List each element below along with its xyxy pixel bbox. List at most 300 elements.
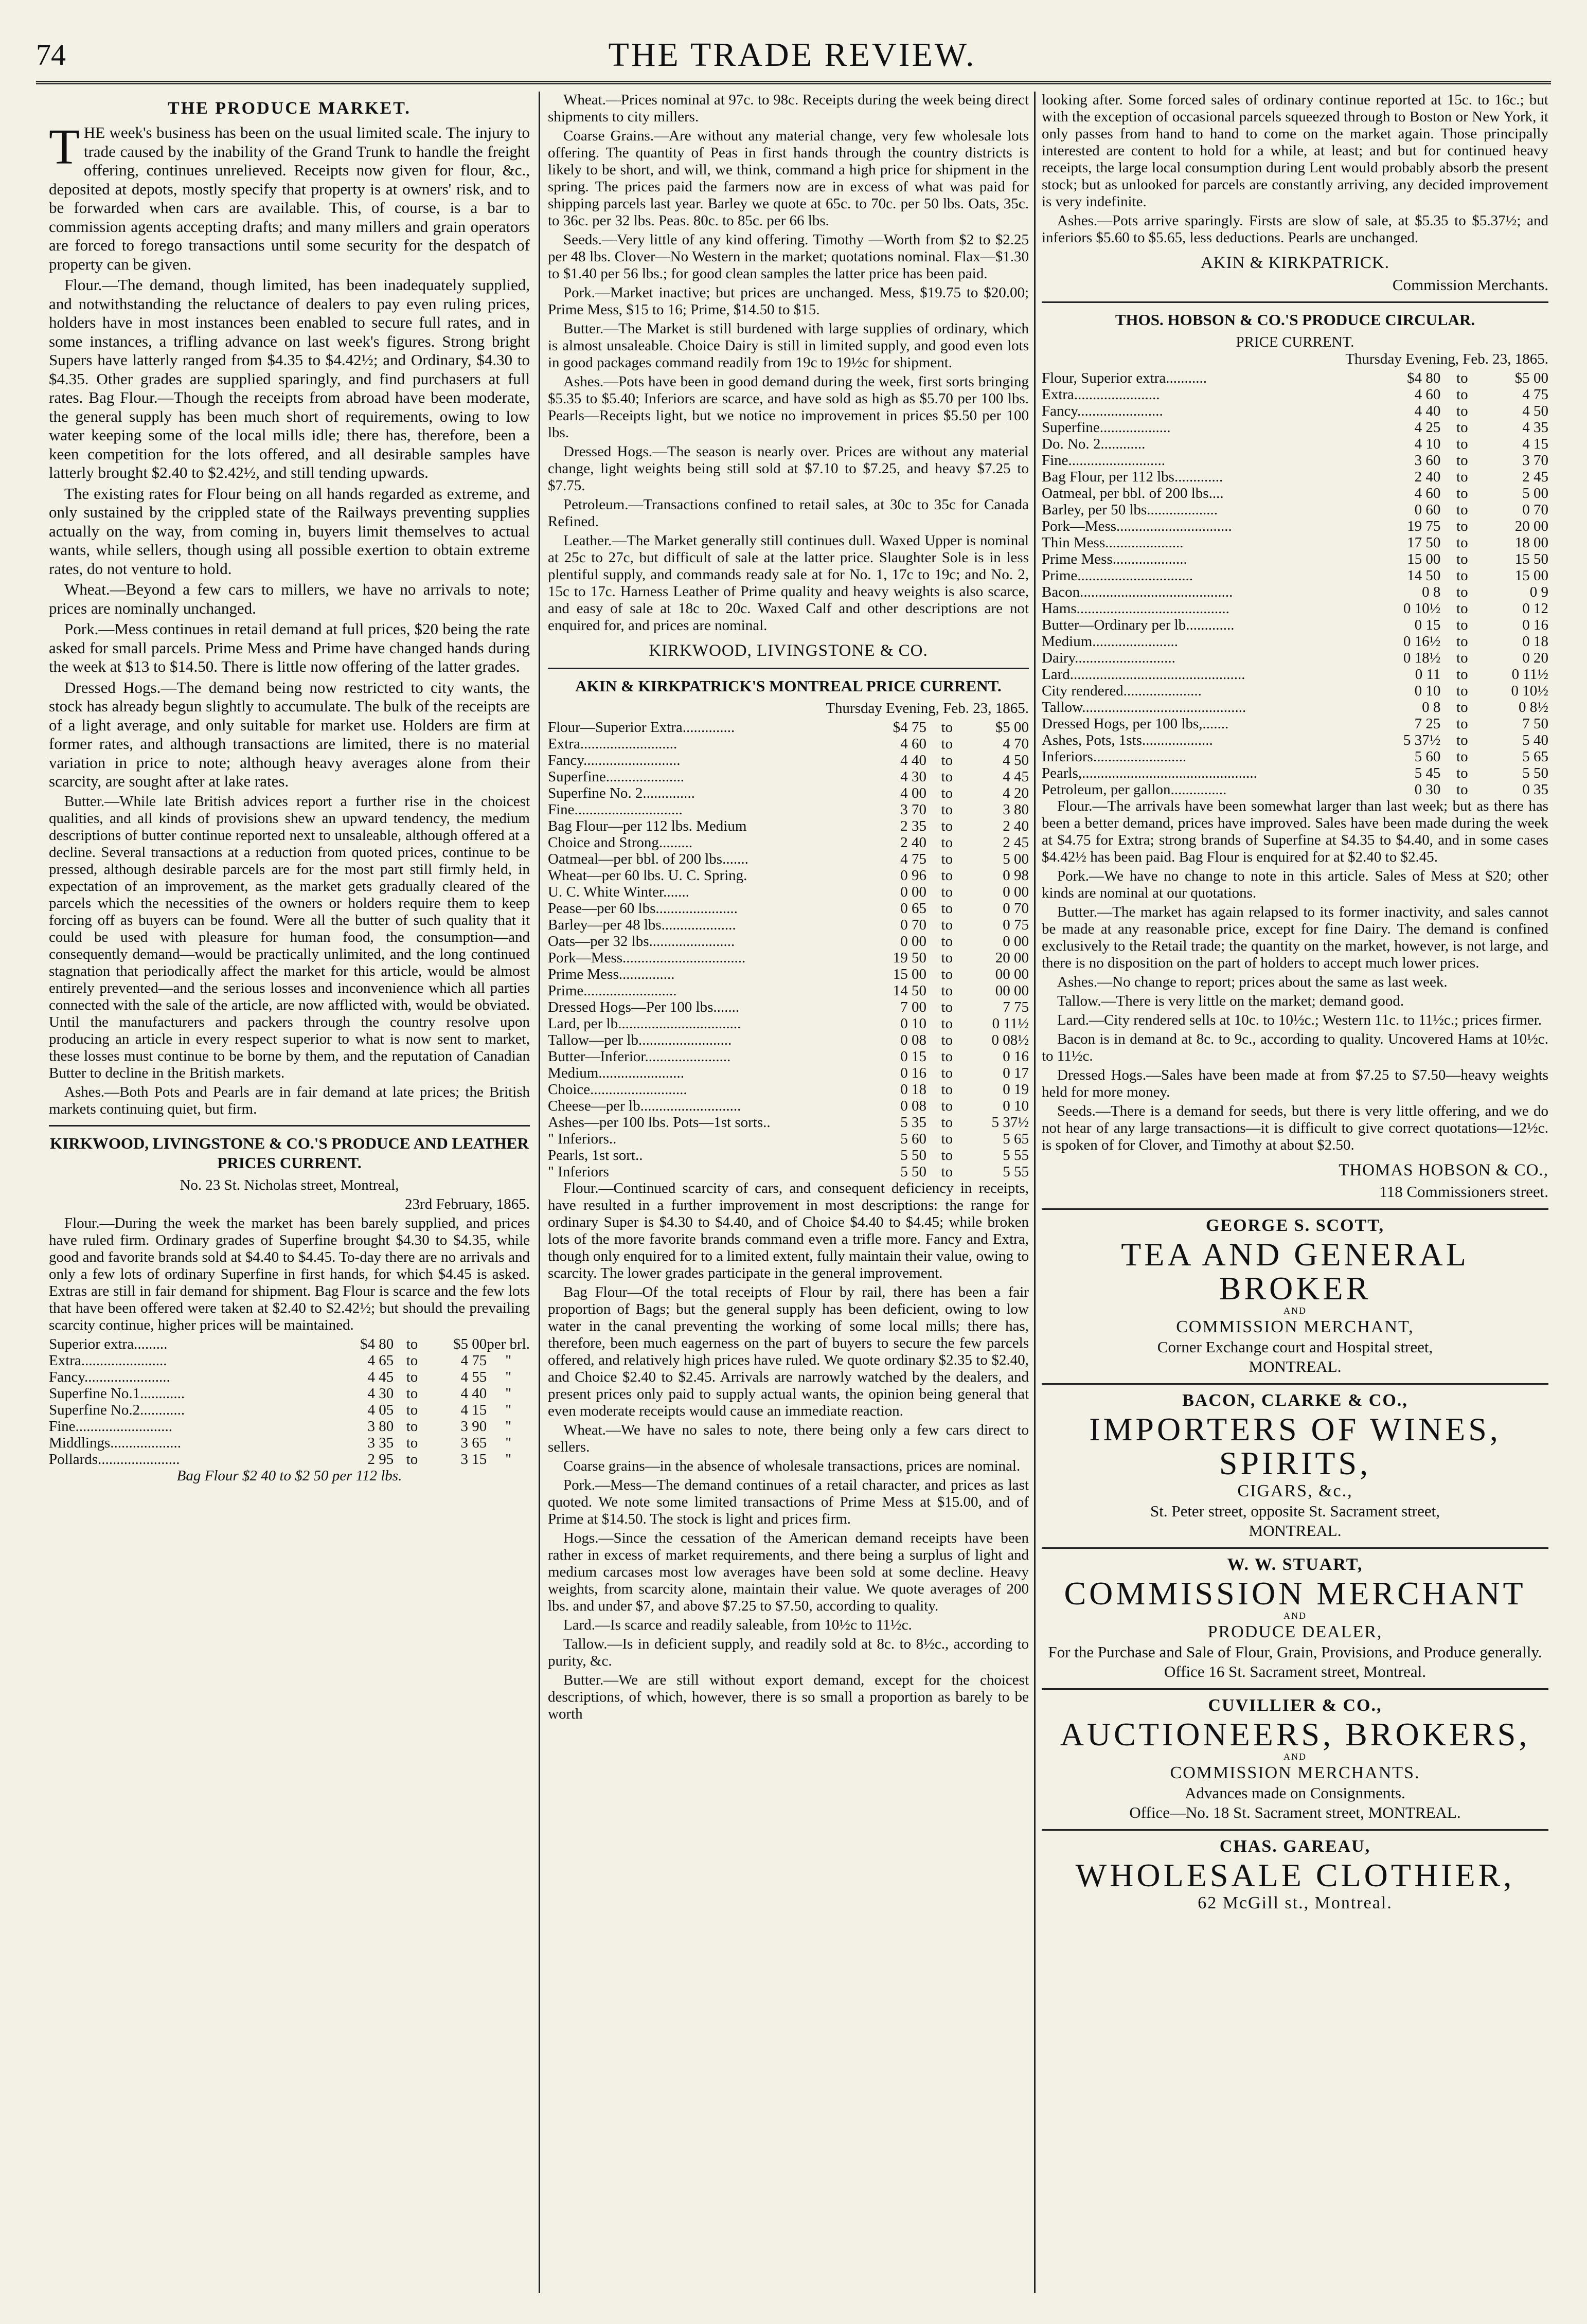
price-high: 0 11½: [1511, 666, 1548, 683]
column-3: [1042, 92, 1548, 2293]
coarse-grains-paragraph-2: Coarse grains—in the absence of wholesale transactions, prices are nominal.: [563, 1457, 1021, 1474]
price-low: 5 60: [900, 1130, 927, 1147]
price-low: 7 00: [900, 998, 927, 1015]
price-label: Prime.........................: [548, 982, 677, 999]
price-high: 5 37½: [991, 1114, 1029, 1131]
price-low: 5 37½: [1403, 731, 1441, 748]
price-high: 2 45: [1522, 468, 1548, 485]
price-row: [1042, 765, 1548, 781]
price-low: 0 8: [1422, 583, 1441, 600]
price-label: Fine..........................: [49, 1418, 173, 1435]
price-label: " Inferiors..: [548, 1130, 617, 1147]
price-row: [548, 818, 1029, 834]
price-label: Lard, per lb.................................: [548, 1015, 741, 1032]
hobson-date: Thursday Evening, Feb. 23, 1865.: [1345, 350, 1548, 367]
flour-paragraph: Flour.—The arrivals have been somewhat larger than last week; but as there has been a better demand, prices have improved. Sales have been made during the week at $4.75 for Extra; strong brands of Superfine at $4.35 to $4.40, and in some cases $4.42½ has been paid. Bag Flour is enquired for at $2.40 to $2.45.: [1042, 797, 1548, 865]
price-row: [548, 966, 1029, 982]
price-low: 0 18½: [1403, 649, 1441, 666]
price-row: [1042, 419, 1548, 436]
price-high: 15 00: [1514, 567, 1548, 584]
ad-rule: [1042, 1688, 1548, 1690]
price-label: Wheat—per 60 lbs. U. C. Spring.: [548, 867, 747, 884]
price-high: 0 18: [1522, 633, 1548, 650]
ad-headline: WHOLESALE CLOTHIER,: [1075, 1857, 1515, 1893]
price-label: Bacon.........................................: [1042, 583, 1233, 600]
price-high: 5 00: [1522, 485, 1548, 502]
hogs-paragraph-2: Hogs.—Since the cessation of the American demand receipts have been rather in excess of market requirements, and there being a surplus of light and medium carcases most low averages have been sold at some decline. Heavy weights, from scarcity alone, maintain their value. We quote averages of 200 lbs. and under $7, and above $7.25 to $7.50, according to quality.: [548, 1529, 1029, 1614]
column-2: [548, 92, 1029, 2293]
price-unit: ": [505, 1385, 512, 1402]
price-to: to: [1456, 666, 1468, 683]
pork-paragraph: Pork.—Market inactive; but prices are unchanged. Mess, $19.75 to $20.00; Prime Mess, $15 to 16; Prime, $14.50 to $15.: [548, 284, 1029, 318]
ad-line: Advances made on Consignments.: [1185, 1784, 1405, 1802]
price-unit: ": [505, 1368, 512, 1385]
price-low: 0 00: [900, 883, 927, 900]
price-row: [1042, 748, 1548, 765]
price-to: to: [406, 1401, 418, 1418]
price-to: to: [406, 1335, 418, 1352]
ad-line: PRODUCE DEALER,: [1207, 1622, 1383, 1641]
price-to: to: [1456, 649, 1468, 666]
hogs-paragraph: Dressed Hogs.—Sales have been made at from $7.25 to $7.50—heavy weights held for more money.: [1042, 1066, 1548, 1100]
price-unit: ": [505, 1434, 512, 1451]
price-low: 4 00: [900, 784, 927, 801]
price-label: Do. No. 2............: [1042, 435, 1146, 452]
column-divider: [539, 92, 540, 2293]
price-low: 0 15: [900, 1048, 927, 1065]
column-1: [49, 92, 530, 2293]
ad-firm-name: W. W. STUART,: [1227, 1555, 1363, 1574]
price-row: [548, 1114, 1029, 1131]
price-label: Prime Mess...............: [548, 966, 675, 982]
price-label: Flour—Superior Extra..............: [548, 719, 735, 736]
price-row: [1042, 633, 1548, 650]
kirkwood-date: 23rd February, 1865.: [405, 1195, 530, 1212]
price-high: 7 50: [1522, 715, 1548, 732]
price-row: [1042, 567, 1548, 584]
price-row: [548, 752, 1029, 768]
price-low: $4 80: [1407, 369, 1441, 386]
butter-paragraph-2: Butter.—We are still without export demand, except for the choicest descriptions, of which, however, there is so small a proportion as barely to be worth: [548, 1671, 1029, 1722]
price-label: Dairy...........................: [1042, 649, 1175, 666]
price-row: [548, 867, 1029, 884]
price-low: 0 18: [900, 1081, 927, 1098]
price-low: 5 50: [900, 1147, 927, 1164]
ashes-paragraph: Ashes.—Both Pots and Pearls are in fair demand at late prices; the British markets continuing quiet, but firm.: [49, 1083, 530, 1117]
price-label: Pease—per 60 lbs......................: [548, 900, 738, 917]
price-to: to: [1456, 485, 1468, 502]
price-high: 4 50: [1522, 402, 1548, 419]
price-row: [1042, 386, 1548, 403]
price-label: Inferiors.........................: [1042, 748, 1187, 765]
price-to: to: [1456, 600, 1468, 617]
price-row: [1042, 683, 1548, 699]
price-to: to: [941, 1048, 953, 1065]
price-low: 0 65: [900, 900, 927, 917]
price-to: to: [941, 966, 953, 982]
ad-line: COMMISSION MERCHANT,: [1176, 1317, 1414, 1336]
wheat-paragraph: Wheat.—Beyond a few cars to millers, we have no arrivals to note; prices are nominally unchanged.: [49, 580, 530, 617]
price-low: 0 10: [1414, 682, 1441, 699]
price-row: [49, 1336, 530, 1352]
price-to: to: [1456, 748, 1468, 765]
ad-line: MONTREAL.: [1249, 1357, 1342, 1375]
price-to: to: [406, 1418, 418, 1435]
price-to: to: [1456, 567, 1468, 584]
price-high: 5 55: [1003, 1163, 1029, 1180]
price-row: [1042, 469, 1548, 485]
price-high: 0 70: [1003, 900, 1029, 917]
akin-heading: AKIN & KIRKPATRICK'S MONTREAL PRICE CURRENT.: [575, 676, 1002, 695]
price-row: [548, 1164, 1029, 1180]
ashes-paragraph: Ashes.—Pots arrive sparingly. Firsts are slow of sale, at $5.35 to $5.37½; and inferiors $5.60 to $5.65, less deductions. Pearls are unchanged.: [1042, 212, 1548, 246]
advertisement: [1042, 1383, 1548, 1540]
ad-rule: [1042, 1829, 1548, 1831]
hobson-address: 118 Commissioners street.: [1379, 1183, 1548, 1201]
price-row: [548, 1098, 1029, 1114]
price-high: 3 70: [1522, 452, 1548, 469]
butter-paragraph: Butter.—While late British advices report a further rise in the choicest qualities, and all kinds of provisions shew an upward tendency, the medium descriptions of butter continue reported next to unsaleable, although offered at a decline. Several transactions at a reduction from quoted prices, continue to be pressed, although desirable parcels are for the most part still firmly held, in expectation of an improvement, as the market gets gradually cleared of the parcels which the necessities of the owners or holders require them to keep forcing off as buyers can be found. Were all the butter of such quality that it could be used with pleasure for human food, the consumption—and consequently demand—would be practically unlimited, and the long continued stagnation that periodically affect the market for this article, would be almost entirely prevented—and the serious losses and inconvenience which all parties connected with the sale of the article, are now afflicted with, would be obviated. Until the manufacturers and packers through the country resolve upon producing an article in every respect superior to what is now sent to market, these losses must continue to be borne by them, and the reputation of Canadian Butter to decline in the British markets.: [49, 793, 530, 1081]
price-label: Dressed Hogs, per 100 lbs,.......: [1042, 715, 1229, 732]
kirkwood-price-table: [49, 1336, 530, 1468]
price-high: 0 12: [1522, 600, 1548, 617]
akin-date: Thursday Evening, Feb. 23, 1865.: [826, 700, 1029, 717]
price-low: 4 40: [1414, 402, 1441, 419]
price-low: 0 10½: [1403, 600, 1441, 617]
price-row: [1042, 584, 1548, 600]
lard-paragraph: Lard.—City rendered sells at 10c. to 10½c.; Western 11c. to 11½c.; prices firmer.: [1057, 1011, 1542, 1028]
section-rule: [1042, 301, 1548, 303]
price-high: 0 19: [1003, 1081, 1029, 1098]
price-high: 0 16: [1522, 616, 1548, 633]
price-high: 3 65: [460, 1434, 487, 1451]
price-label: Pork—Mess.................................: [548, 949, 746, 966]
price-row: [49, 1352, 530, 1369]
ad-line: MONTREAL.: [1249, 1522, 1342, 1540]
price-high: 0 08½: [991, 1031, 1029, 1048]
petroleum-paragraph: Petroleum.—Transactions confined to retail sales, at 30c to 35c for Canada Refined.: [548, 496, 1029, 530]
price-low: 0 11: [1415, 666, 1441, 683]
ad-and: AND: [1283, 1611, 1307, 1621]
price-label: " Inferiors: [548, 1163, 609, 1180]
price-label: Bag Flour, per 112 lbs.............: [1042, 468, 1223, 485]
price-label: Prime Mess....................: [1042, 550, 1187, 567]
price-high: 0 10½: [1511, 682, 1548, 699]
price-label: Fancy..........................: [548, 752, 681, 768]
price-row: [1042, 485, 1548, 502]
price-row: [49, 1369, 530, 1385]
price-low: 0 08: [900, 1097, 927, 1114]
ad-rule: [1042, 1383, 1548, 1385]
price-low: 0 16½: [1403, 633, 1441, 650]
price-label: Lard...............................................: [1042, 666, 1245, 683]
price-to: to: [1456, 616, 1468, 633]
price-row: [548, 1065, 1029, 1081]
price-label: Medium.......................: [548, 1064, 685, 1081]
ad-line: Office—No. 18 St. Sacrament street, MONTREAL.: [1129, 1803, 1461, 1821]
price-label: Oatmeal, per bbl. of 200 lbs....: [1042, 485, 1224, 502]
price-label: Pearls,...............................................: [1042, 764, 1257, 781]
butter-paragraph: Butter.—The Market is still burdened with large supplies of ordinary, which is almost unsaleable. Choice Dairy is still in limited supply, and good even lots in good packages command readily from 19c to 19½c for shipment.: [548, 320, 1029, 371]
price-low: 2 35: [900, 817, 927, 834]
price-label: Barley—per 48 lbs....................: [548, 916, 736, 933]
price-row: [548, 1015, 1029, 1032]
price-label: Ashes—per 100 lbs. Pots—1st sorts..: [548, 1114, 771, 1131]
price-high: 4 75: [460, 1352, 487, 1369]
price-row: [1042, 502, 1548, 518]
price-to: to: [1456, 369, 1468, 386]
price-low: 4 45: [367, 1368, 394, 1385]
price-label: Oatmeal—per bbl. of 200 lbs.......: [548, 850, 748, 867]
advertisement: [1042, 1688, 1548, 1822]
price-high: 00 00: [995, 982, 1029, 999]
ad-rule: [1042, 1547, 1548, 1549]
kirkwood-signature: KIRKWOOD, LIVINGSTONE & CO.: [649, 641, 928, 660]
price-label: Butter—Inferior.......................: [548, 1048, 731, 1065]
price-label: Medium.......................: [1042, 633, 1179, 650]
price-to: to: [941, 933, 953, 950]
price-label: Pearls, 1st sort..: [548, 1147, 643, 1164]
price-row: [1042, 551, 1548, 567]
advertisement: [1042, 1547, 1548, 1681]
price-high: 20 00: [995, 949, 1029, 966]
price-to: to: [941, 784, 953, 801]
bacon-paragraph: Bacon is in demand at 8c. to 9c., according to quality. Uncovered Hams at 10½c. to 11½c.: [1042, 1030, 1548, 1064]
seeds-paragraph: Seeds.—Very little of any kind offering. Timothy —Worth from $2 to $2.25 per 48 lbs. Clover—No Western in the market; quotations nominal. Flax—$1.30 to $1.40 per 56 lbs.; for good clean samples the latter price has been paid.: [548, 231, 1029, 282]
ad-headline: COMMISSION MERCHANT: [1064, 1575, 1526, 1612]
price-row: [1042, 370, 1548, 386]
price-row: [548, 851, 1029, 867]
price-label: Thin Mess.....................: [1042, 534, 1184, 551]
price-high: 5 55: [1003, 1147, 1029, 1164]
price-row: [1042, 716, 1548, 732]
price-row: [1042, 781, 1548, 798]
price-low: 3 70: [900, 801, 927, 818]
price-row: [49, 1385, 530, 1402]
price-low: 3 80: [367, 1418, 394, 1435]
price-high: 00 00: [995, 966, 1029, 982]
article-intro: THE week's business has been on the usual limited scale. The injury to trade caused by the inability of the Grand Trunk to handle the freight offering, continues unrelieved. Receipts now given for flour, &c., deposited at depots, mostly specify that property is at owners' risk, and to be forwarded when cars are available. This, of course, is a bar to commission agents accepting drafts; and many millers and grain operators are forced to forego transactions until some security for the despatch of property can be given.: [49, 119, 530, 273]
price-to: to: [941, 1097, 953, 1114]
price-label: Extra.......................: [49, 1352, 167, 1369]
price-label: Prime...............................: [1042, 567, 1193, 584]
lard-paragraph: Lard.—Is scarce and readily saleable, from 10½c to 11½c.: [563, 1616, 912, 1633]
price-to: to: [1456, 633, 1468, 650]
price-to: to: [941, 817, 953, 834]
price-high: 0 00: [1003, 883, 1029, 900]
price-unit: per brl.: [487, 1335, 530, 1352]
price-high: 18 00: [1514, 534, 1548, 551]
price-to: to: [941, 1114, 953, 1131]
price-high: 0 9: [1529, 583, 1548, 600]
ad-and: AND: [1283, 1751, 1307, 1762]
advertisement: [1042, 1829, 1548, 1913]
price-row: [548, 999, 1029, 1015]
price-label: Extra.......................: [1042, 386, 1160, 403]
price-to: to: [406, 1434, 418, 1451]
butter-continued: looking after. Some forced sales of ordinary continue reported at 15c. to 16c.; but with the exception of occasional parcels squeezed through to Boston or New York, it only passes from hand to hand to come on the market again. Those principally interested are content to hold for a while, at least; and but for continued heavy receipts, the large local consumption during Lent would probably absorb the present stock; but as unlooked for parcels are constantly arriving, any decided improvement is very indefinite.: [1042, 92, 1548, 210]
price-label: Superfine No.2............: [49, 1401, 185, 1418]
ad-firm-name: CUVILLIER & CO.,: [1208, 1696, 1382, 1715]
publication-title: THE TRADE REVIEW.: [608, 36, 976, 74]
price-high: 0 35: [1522, 781, 1548, 798]
section-rule: [548, 668, 1029, 669]
price-unit: ": [505, 1401, 512, 1418]
price-low: 4 40: [900, 752, 927, 768]
price-to: to: [941, 801, 953, 818]
price-to: to: [1456, 550, 1468, 567]
ad-line: 62 McGill st., Montreal.: [1198, 1893, 1393, 1912]
price-low: 15 00: [1407, 550, 1441, 567]
price-high: 5 50: [1522, 764, 1548, 781]
coarse-grains-paragraph: Coarse Grains.—Are without any material change, very few wholesale lots offering. The quantity of Peas in first hands through the country districts is likely to be short, and will, we think, command a high price for shipment in the spring. The prices paid the farmers now are in excess of what was paid for shipping parcels last year. Barley we quote at 65c. to 70c. per 50 lbs. Oats, 35c. to 36c. per 32 lbs. Peas. 80c. to 85c. per 66 lbs.: [548, 128, 1029, 229]
price-low: 0 16: [900, 1064, 927, 1081]
price-label: City rendered.....................: [1042, 682, 1202, 699]
price-label: Butter—Ordinary per lb.............: [1042, 616, 1235, 633]
price-high: 0 17: [1003, 1064, 1029, 1081]
price-high: 4 35: [1522, 419, 1548, 436]
price-row: [548, 900, 1029, 917]
price-low: 4 60: [1414, 485, 1441, 502]
price-row: [548, 1147, 1029, 1164]
price-to: to: [941, 1130, 953, 1147]
price-high: 0 00: [1003, 933, 1029, 950]
seeds-paragraph: Seeds.—There is a demand for seeds, but there is very little offering, and we do not hear of any large transactions—it is difficult to give correct quotations—12½c. is spoken of for Clover, and Timothy at about $2.50.: [1042, 1102, 1548, 1153]
price-high: 0 11½: [992, 1015, 1029, 1032]
price-to: to: [1456, 452, 1468, 469]
price-high: 4 75: [1522, 386, 1548, 403]
ad-line: CIGARS, &c.,: [1237, 1481, 1353, 1500]
produce-market-heading: THE PRODUCE MARKET.: [168, 99, 411, 118]
flour-paragraph: Flour.—The demand, though limited, has been inadequately supplied, and notwithstanding the reluctance of dealers to pay even ruling prices, holders have in most instances been enabled to secure full rates, and in some instances, a trifling advance on last week's figures. Strong bright Supers have latterly ranged from $4.35 to $4.42½; and Ordinary, $4.30 to $4.35. Other grades are supplied sparingly, and find purchasers at full rates. Bag Flour.—Though the receipts from abroad have been moderate, the general supply has been much short of requirements, owing to low water keeping some of the local mills idle; there has, therefore, been a keen competition for the lots offered, and all desirable samples have latterly brought $2.40 to $2.42½, and still tending upwards.: [49, 276, 530, 481]
price-to: to: [1456, 402, 1468, 419]
price-row: [548, 801, 1029, 818]
price-row: [49, 1451, 530, 1468]
price-low: 14 50: [893, 982, 927, 999]
leather-paragraph: Leather.—The Market generally still continues dull. Waxed Upper is nominal at 25c to 27c, but difficult of sale at the latter price. Slaughter Sole is in less plentiful supply, and commands ready sale at for No. 1, 17c to 19c; and No. 2, 15c to 17c. Harness Leather of Prime quality and heavy weights is also scarce, and easy of sale at 18c to 20c. Waxed Calf and other descriptions are not enquired for, and prices are nominal.: [548, 532, 1029, 634]
hobson-heading: THOS. HOBSON & CO.'S PRODUCE CIRCULAR.: [1115, 310, 1475, 329]
price-unit: ": [505, 1352, 512, 1369]
wheat-paragraph: Wheat.—Prices nominal at 97c. to 98c. Receipts during the week being direct shipments to city millers.: [548, 92, 1029, 125]
price-to: to: [941, 850, 953, 867]
price-high: 0 16: [1003, 1048, 1029, 1065]
price-high: 4 40: [460, 1385, 487, 1402]
price-high: 0 20: [1522, 649, 1548, 666]
price-low: 15 00: [893, 966, 927, 982]
price-high: 5 40: [1522, 731, 1548, 748]
price-high: 4 20: [1003, 784, 1029, 801]
price-to: to: [941, 1163, 953, 1180]
price-row: [1042, 436, 1548, 452]
price-row: [1042, 699, 1548, 716]
price-to: to: [1456, 468, 1468, 485]
price-label: Fancy.......................: [1042, 402, 1163, 419]
price-low: 5 50: [900, 1163, 927, 1180]
price-label: Pork—Mess...............................: [1042, 517, 1232, 534]
price-to: to: [941, 1015, 953, 1032]
price-low: 2 95: [367, 1451, 394, 1468]
price-label: U. C. White Winter.......: [548, 883, 689, 900]
ad-headline: TEA AND GENERAL BROKER: [1121, 1236, 1469, 1307]
price-to: to: [406, 1368, 418, 1385]
price-to: to: [1456, 781, 1468, 798]
price-low: 2 40: [1414, 468, 1441, 485]
price-row: [548, 1048, 1029, 1065]
price-unit: ": [505, 1451, 512, 1468]
hobson-price-table: [1042, 370, 1548, 798]
price-high: 5 65: [1003, 1130, 1029, 1147]
price-low: 2 40: [900, 834, 927, 851]
price-row: [1042, 452, 1548, 469]
price-high: 2 40: [1003, 817, 1029, 834]
kirkwood-heading: KIRKWOOD, LIVINGSTONE & CO.'S PRODUCE AND LEATHER PRICES CURRENT.: [50, 1134, 529, 1172]
price-row: [49, 1435, 530, 1451]
header-rule: [36, 81, 1551, 88]
price-to: to: [941, 834, 953, 851]
price-to: to: [406, 1352, 418, 1369]
section-rule: [49, 1125, 530, 1127]
price-to: to: [941, 949, 953, 966]
price-high: 0 98: [1003, 867, 1029, 884]
price-low: 4 75: [900, 850, 927, 867]
price-low: 14 50: [1407, 567, 1441, 584]
price-row: [1042, 600, 1548, 617]
price-label: Middlings...................: [49, 1434, 181, 1451]
price-high: 4 55: [460, 1368, 487, 1385]
price-row: [548, 1131, 1029, 1147]
akin-price-table: [548, 719, 1029, 1180]
ad-line: For the Purchase and Sale of Flour, Grain, Provisions, and Produce generally.: [1048, 1643, 1542, 1661]
price-row: [49, 1402, 530, 1418]
price-low: 5 45: [1414, 764, 1441, 781]
price-row: [548, 785, 1029, 801]
price-to: to: [406, 1451, 418, 1468]
price-row: [548, 1081, 1029, 1098]
pork-paragraph: Pork.—We have no change to note in this article. Sales of Mess at $20; other kinds are nominal at our quotations.: [1042, 867, 1548, 901]
price-to: to: [1456, 715, 1468, 732]
akin-signature: AKIN & KIRKPATRICK.: [1200, 254, 1390, 272]
price-low: 0 15: [1414, 616, 1441, 633]
price-high: 7 75: [1003, 998, 1029, 1015]
hobson-subheading: PRICE CURRENT.: [1236, 333, 1354, 350]
price-to: to: [941, 900, 953, 917]
price-to: to: [1456, 386, 1468, 403]
pork-paragraph-2: Pork.—Mess—The demand continues of a retail character, and prices as last quoted. We note some limited transactions of Prime Mess at $15.00, and of Prime at $14.50. The stock is light and prices firm.: [548, 1476, 1029, 1527]
price-low: 0 60: [1414, 501, 1441, 518]
kirkwood-address: No. 23 St. Nicholas street, Montreal,: [180, 1176, 399, 1193]
price-row: [49, 1418, 530, 1435]
flour-paragraph: Flour.—Continued scarcity of cars, and consequent deficiency in receipts, have resulted in a further improvement in most descriptions: the range for ordinary Super is $4.30 to $4.40, and of Choice $4.40 to $4.45; while broken lots of the more favorite brands command even a trifle more. Fancy and Extra, though only enquired for to a limited extent, fully maintain their value, owing to scarcity. The lower grades participate in the general improvement.: [548, 1179, 1029, 1281]
price-high: 4 15: [1522, 435, 1548, 452]
price-row: [1042, 650, 1548, 666]
price-row: [1042, 518, 1548, 534]
price-label: Fine.............................: [548, 801, 683, 818]
price-low: 0 96: [900, 867, 927, 884]
price-label: Barley, per 50 lbs...................: [1042, 501, 1218, 518]
price-to: to: [941, 982, 953, 999]
price-label: Fine..........................: [1042, 452, 1166, 469]
price-label: Fancy.......................: [49, 1368, 170, 1385]
advertisement: [1042, 1208, 1548, 1376]
price-high: 0 75: [1003, 916, 1029, 933]
price-to: to: [1456, 699, 1468, 716]
ad-rule: [1042, 1208, 1548, 1210]
price-low: 4 65: [367, 1352, 394, 1369]
price-high: 3 90: [460, 1418, 487, 1435]
price-low: 0 8: [1422, 699, 1441, 716]
ad-headline: IMPORTERS OF WINES, SPIRITS,: [1089, 1411, 1501, 1481]
price-high: 5 65: [1522, 748, 1548, 765]
